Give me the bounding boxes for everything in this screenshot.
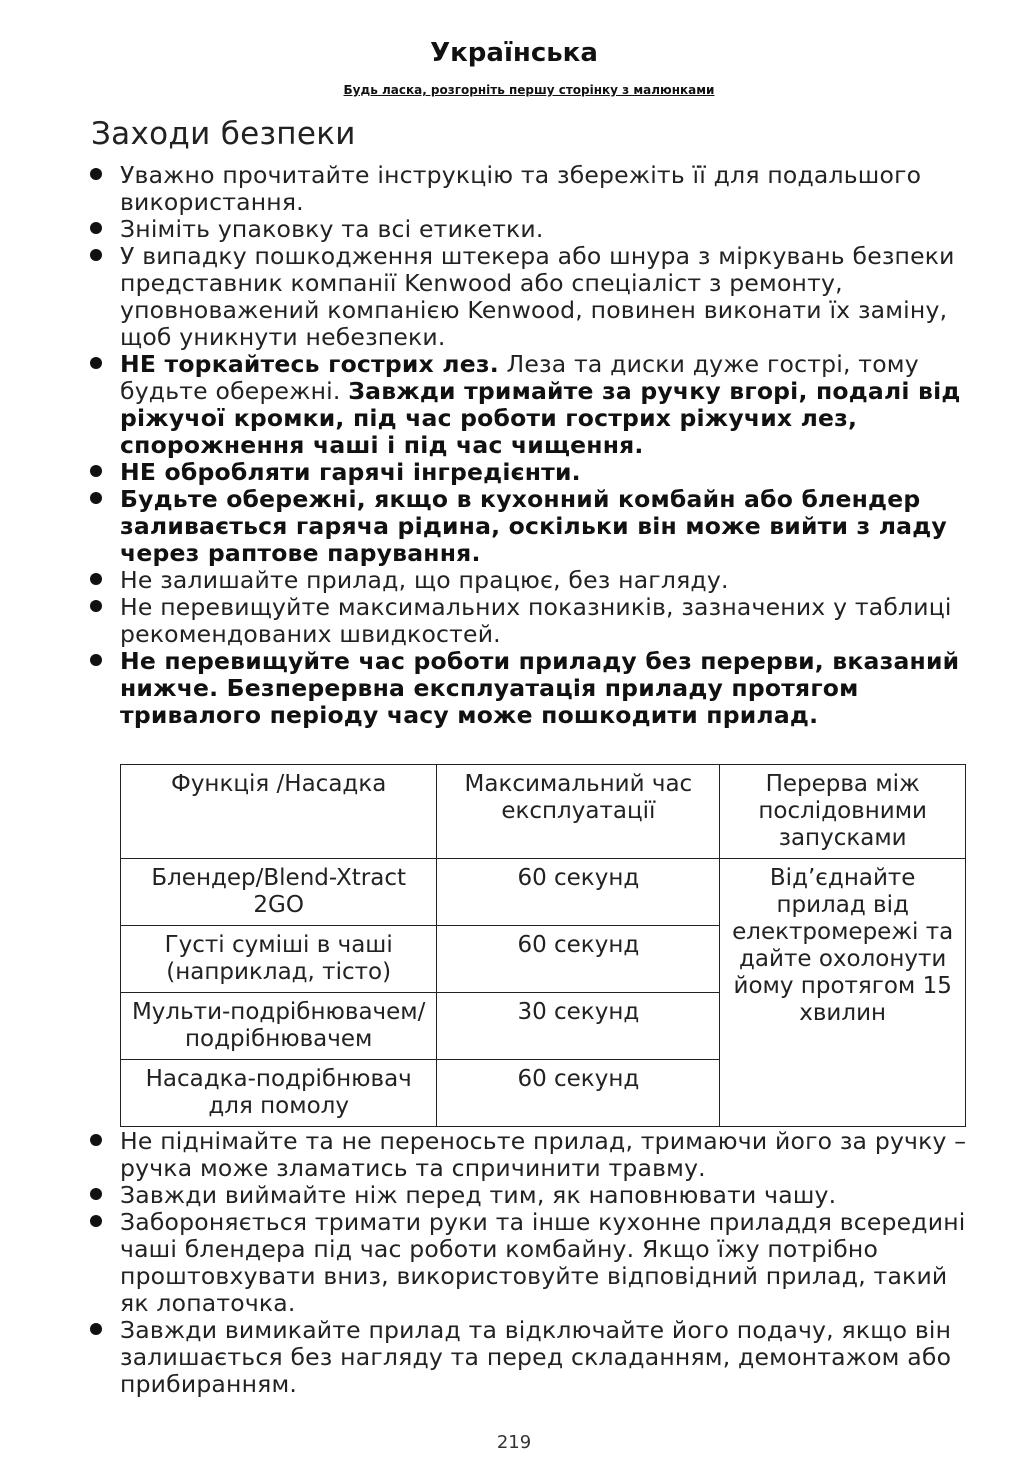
- list-item: [90, 648, 970, 729]
- list-item: [90, 243, 970, 351]
- table-cell-break: Від’єднайте прилад від електромережі та дайте охолонути йому протягом 15 хвилин: [720, 859, 966, 1127]
- list-item-text: Зніміть упаковку та всі етикетки.: [120, 215, 544, 243]
- list-item-text: Леза та диски дуже гострі, тому будьте обережні.: [120, 350, 919, 405]
- list-item-text: Не залишайте прилад, що працює, без нагляду.: [120, 566, 729, 594]
- bullet-icon: [90, 357, 102, 369]
- list-item-text: У випадку пошкодження штекера або шнура з міркувань безпеки представник компанії Kenwood або спеціаліст з ремонту, уповноважений компанією Kenwood, повинен виконати їх заміну, щоб уникнути небезпеки.: [120, 242, 955, 351]
- bullet-icon: [90, 222, 102, 234]
- list-item-text: Уважно прочитайте інструкцію та збережіть її для подальшого використання.: [120, 161, 922, 216]
- table-cell-time: 60 секунд: [437, 926, 720, 993]
- page-number: 219: [496, 1432, 532, 1453]
- table-cell-function: Густі суміші в чаші (наприклад, тісто): [121, 926, 437, 993]
- list-item-bold-text: Будьте обережні, якщо в кухонний комбайн або блендер заливається гаряча рідина, оскільки він може вийти з ладу через раптове парування.: [120, 485, 947, 567]
- table-cell-function: Блендер/Blend-Xtract 2GO: [121, 859, 437, 926]
- list-item-text: Не піднімайте та не переносьте прилад, тримаючи його за ручку – ручка може зламатись та спричинити травму.: [120, 1127, 967, 1182]
- list-item-bold-text: НЕ торкайтесь гострих лез.: [120, 350, 499, 378]
- list-item: [90, 459, 970, 486]
- list-item: [90, 351, 970, 459]
- table-cell-function: Мульти-подрібнювачем/ подрібнювачем: [121, 993, 437, 1060]
- list-item-bold-text: Завжди тримайте за ручку вгорі, подалі від ріжучої кромки, під час роботи гострих ріжучих лез, спорожнення чаші і під час чищення.: [120, 377, 961, 459]
- bullet-icon: [90, 1215, 102, 1227]
- subtitle-instruction: Будь ласка, розгорніть першу сторінку з малюнками: [343, 83, 715, 97]
- table-header-max-time: Максимальний час експлуатації: [437, 765, 720, 859]
- list-item-text: Завжди виймайте ніж перед тим, як наповнювати чашу.: [120, 1181, 837, 1209]
- bullet-icon: [90, 600, 102, 612]
- safety-list-top: [90, 162, 970, 729]
- table-header-break: Перерва між послідовними запусками: [720, 765, 966, 859]
- section-title: Заходи безпеки: [91, 116, 356, 152]
- table-header-function: Функція /Насадка: [121, 765, 437, 859]
- list-item: [90, 1317, 970, 1398]
- list-item: [90, 486, 970, 567]
- list-item: [90, 1209, 970, 1317]
- list-item-text: Не перевищуйте максимальних показників, зазначених у таблиці рекомендованих швидкостей.: [120, 593, 952, 648]
- bullet-icon: [90, 465, 102, 477]
- bullet-icon: [90, 1323, 102, 1335]
- bullet-icon: [90, 654, 102, 666]
- bullet-icon: [90, 1134, 102, 1146]
- bullet-icon: [90, 573, 102, 585]
- operating-time-table: [120, 764, 966, 1127]
- table-row: [121, 859, 966, 926]
- list-item-bold-text: Не перевищуйте час роботи приладу без перерви, вказаний нижче. Безперервна експлуатація приладу протягом тривалого періоду часу може пошкодити прилад.: [120, 647, 960, 729]
- list-item: [90, 567, 970, 594]
- table-cell-time: 30 секунд: [437, 993, 720, 1060]
- bullet-icon: [90, 492, 102, 504]
- table-cell-function: Насадка-подрібнювач для помолу: [121, 1060, 437, 1127]
- list-item-text: Забороняється тримати руки та інше кухонне приладдя всередині чаші блендера під час роботи комбайну. Якщо їжу потрібно проштовхувати вниз, використовуйте відповідний прилад, такий як лопаточка.: [120, 1208, 966, 1317]
- safety-list-bottom: [90, 1128, 970, 1398]
- list-item: [90, 216, 970, 243]
- page-title: Українська: [430, 38, 598, 68]
- table-cell-time: 60 секунд: [437, 859, 720, 926]
- bullet-icon: [90, 1188, 102, 1200]
- list-item: [90, 594, 970, 648]
- list-item-bold-text: НЕ обробляти гарячі інгредієнти.: [120, 458, 581, 486]
- table-cell-time: 60 секунд: [437, 1060, 720, 1127]
- list-item: [90, 162, 970, 216]
- table-header-row: [121, 765, 966, 859]
- bullet-icon: [90, 168, 102, 180]
- list-item: [90, 1182, 970, 1209]
- list-item-text: Завжди вимикайте прилад та відключайте його подачу, якщо він залишається без нагляду та перед складанням, демонтажом або прибиранням.: [120, 1316, 952, 1398]
- list-item: [90, 1128, 970, 1182]
- bullet-icon: [90, 249, 102, 261]
